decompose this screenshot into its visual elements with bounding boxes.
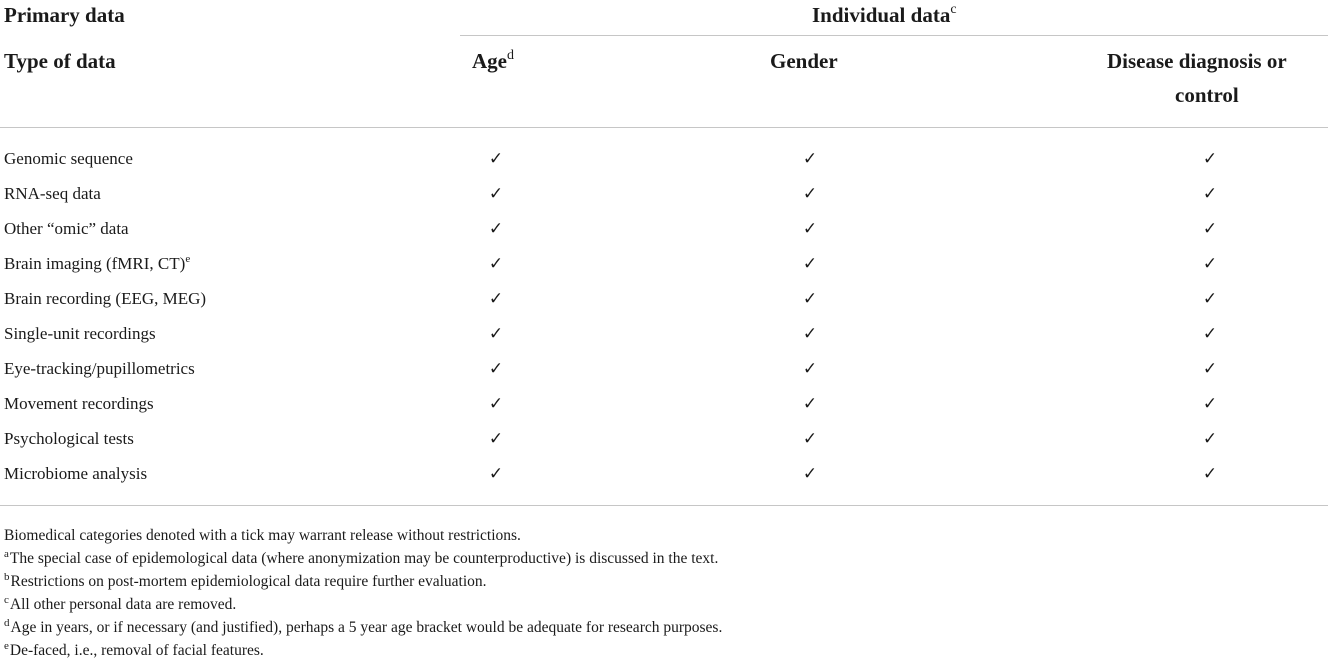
individual-data-header: Individual data$^c$ [812, 2, 957, 27]
footnote-marker: d [4, 617, 10, 629]
check-icon: ✓ [802, 429, 818, 449]
table-row-label: Movement recordings [4, 394, 154, 413]
footnote: $^c$All other personal data are removed. [4, 594, 237, 613]
type-of-data-header: Type of data [4, 49, 116, 73]
check-icon: ✓ [488, 254, 504, 274]
check-icon: ✓ [1202, 149, 1218, 169]
table-row-label: Psychological tests [4, 429, 134, 448]
table-row-label: Other “omic” data [4, 219, 129, 238]
footnote-marker: c [950, 2, 957, 17]
footnote-marker: e [185, 253, 191, 265]
footnote: Biomedical categories denoted with a tick may warrant release without restrictions. [4, 527, 521, 544]
footnote-marker: c [4, 594, 9, 606]
column-header-age: Age$^d$ [472, 48, 514, 73]
table-bottom-rule [0, 505, 1328, 506]
check-icon: ✓ [1202, 289, 1218, 309]
column-header-disease-line2: control [1175, 83, 1239, 107]
check-icon: ✓ [802, 394, 818, 414]
footnote-marker: d [507, 48, 514, 63]
table-row-label: Eye-tracking/pupillometrics [4, 359, 195, 378]
check-icon: ✓ [1202, 394, 1218, 414]
check-icon: ✓ [488, 394, 504, 414]
check-icon: ✓ [802, 359, 818, 379]
footnote-marker: e [4, 640, 9, 652]
check-icon: ✓ [488, 184, 504, 204]
check-icon: ✓ [488, 429, 504, 449]
check-icon: ✓ [1202, 359, 1218, 379]
table-row-label: RNA-seq data [4, 184, 101, 203]
check-icon: ✓ [802, 464, 818, 484]
check-icon: ✓ [1202, 184, 1218, 204]
check-icon: ✓ [802, 324, 818, 344]
table-row-label: Single-unit recordings [4, 324, 156, 343]
primary-data-header: Primary data [4, 3, 125, 27]
check-icon: ✓ [802, 219, 818, 239]
check-icon: ✓ [488, 324, 504, 344]
table-row-label: Brain recording (EEG, MEG) [4, 289, 207, 308]
check-icon: ✓ [1202, 429, 1218, 449]
check-icon: ✓ [488, 219, 504, 239]
check-icon: ✓ [1202, 254, 1218, 274]
check-icon: ✓ [1202, 464, 1218, 484]
footnote-marker: a [4, 548, 9, 560]
check-icon: ✓ [1202, 324, 1218, 344]
check-icon: ✓ [488, 289, 504, 309]
footnote: $^e$De-faced, i.e., removal of facial features. [4, 640, 264, 659]
header-bottom-rule [0, 127, 1328, 128]
check-icon: ✓ [802, 254, 818, 274]
column-header-gender: Gender [770, 49, 838, 73]
check-icon: ✓ [802, 289, 818, 309]
check-icon: ✓ [802, 184, 818, 204]
check-icon: ✓ [802, 149, 818, 169]
footnote: $^b$Restrictions on post-mortem epidemiological data require further evaluation. [4, 571, 487, 590]
table-row-label: Microbiome analysis [4, 464, 148, 483]
check-icon: ✓ [488, 464, 504, 484]
check-icon: ✓ [488, 359, 504, 379]
table-row-label: Genomic sequence [4, 149, 133, 168]
footnote: $^a$The special case of epidemological data (where anonymization may be counterproductive) is discussed in the text. [4, 548, 719, 567]
table-row-label: Brain imaging (fMRI, CT)$^e$ [4, 253, 191, 273]
check-icon: ✓ [1202, 219, 1218, 239]
header-divider-partial [460, 35, 1328, 36]
column-header-disease: Disease diagnosis or [1107, 49, 1287, 73]
footnote: $^d$Age in years, or if necessary (and justified), perhaps a 5 year age bracket would be adequate for research purposes. [4, 617, 723, 636]
check-icon: ✓ [488, 149, 504, 169]
footnote-marker: b [4, 571, 10, 583]
